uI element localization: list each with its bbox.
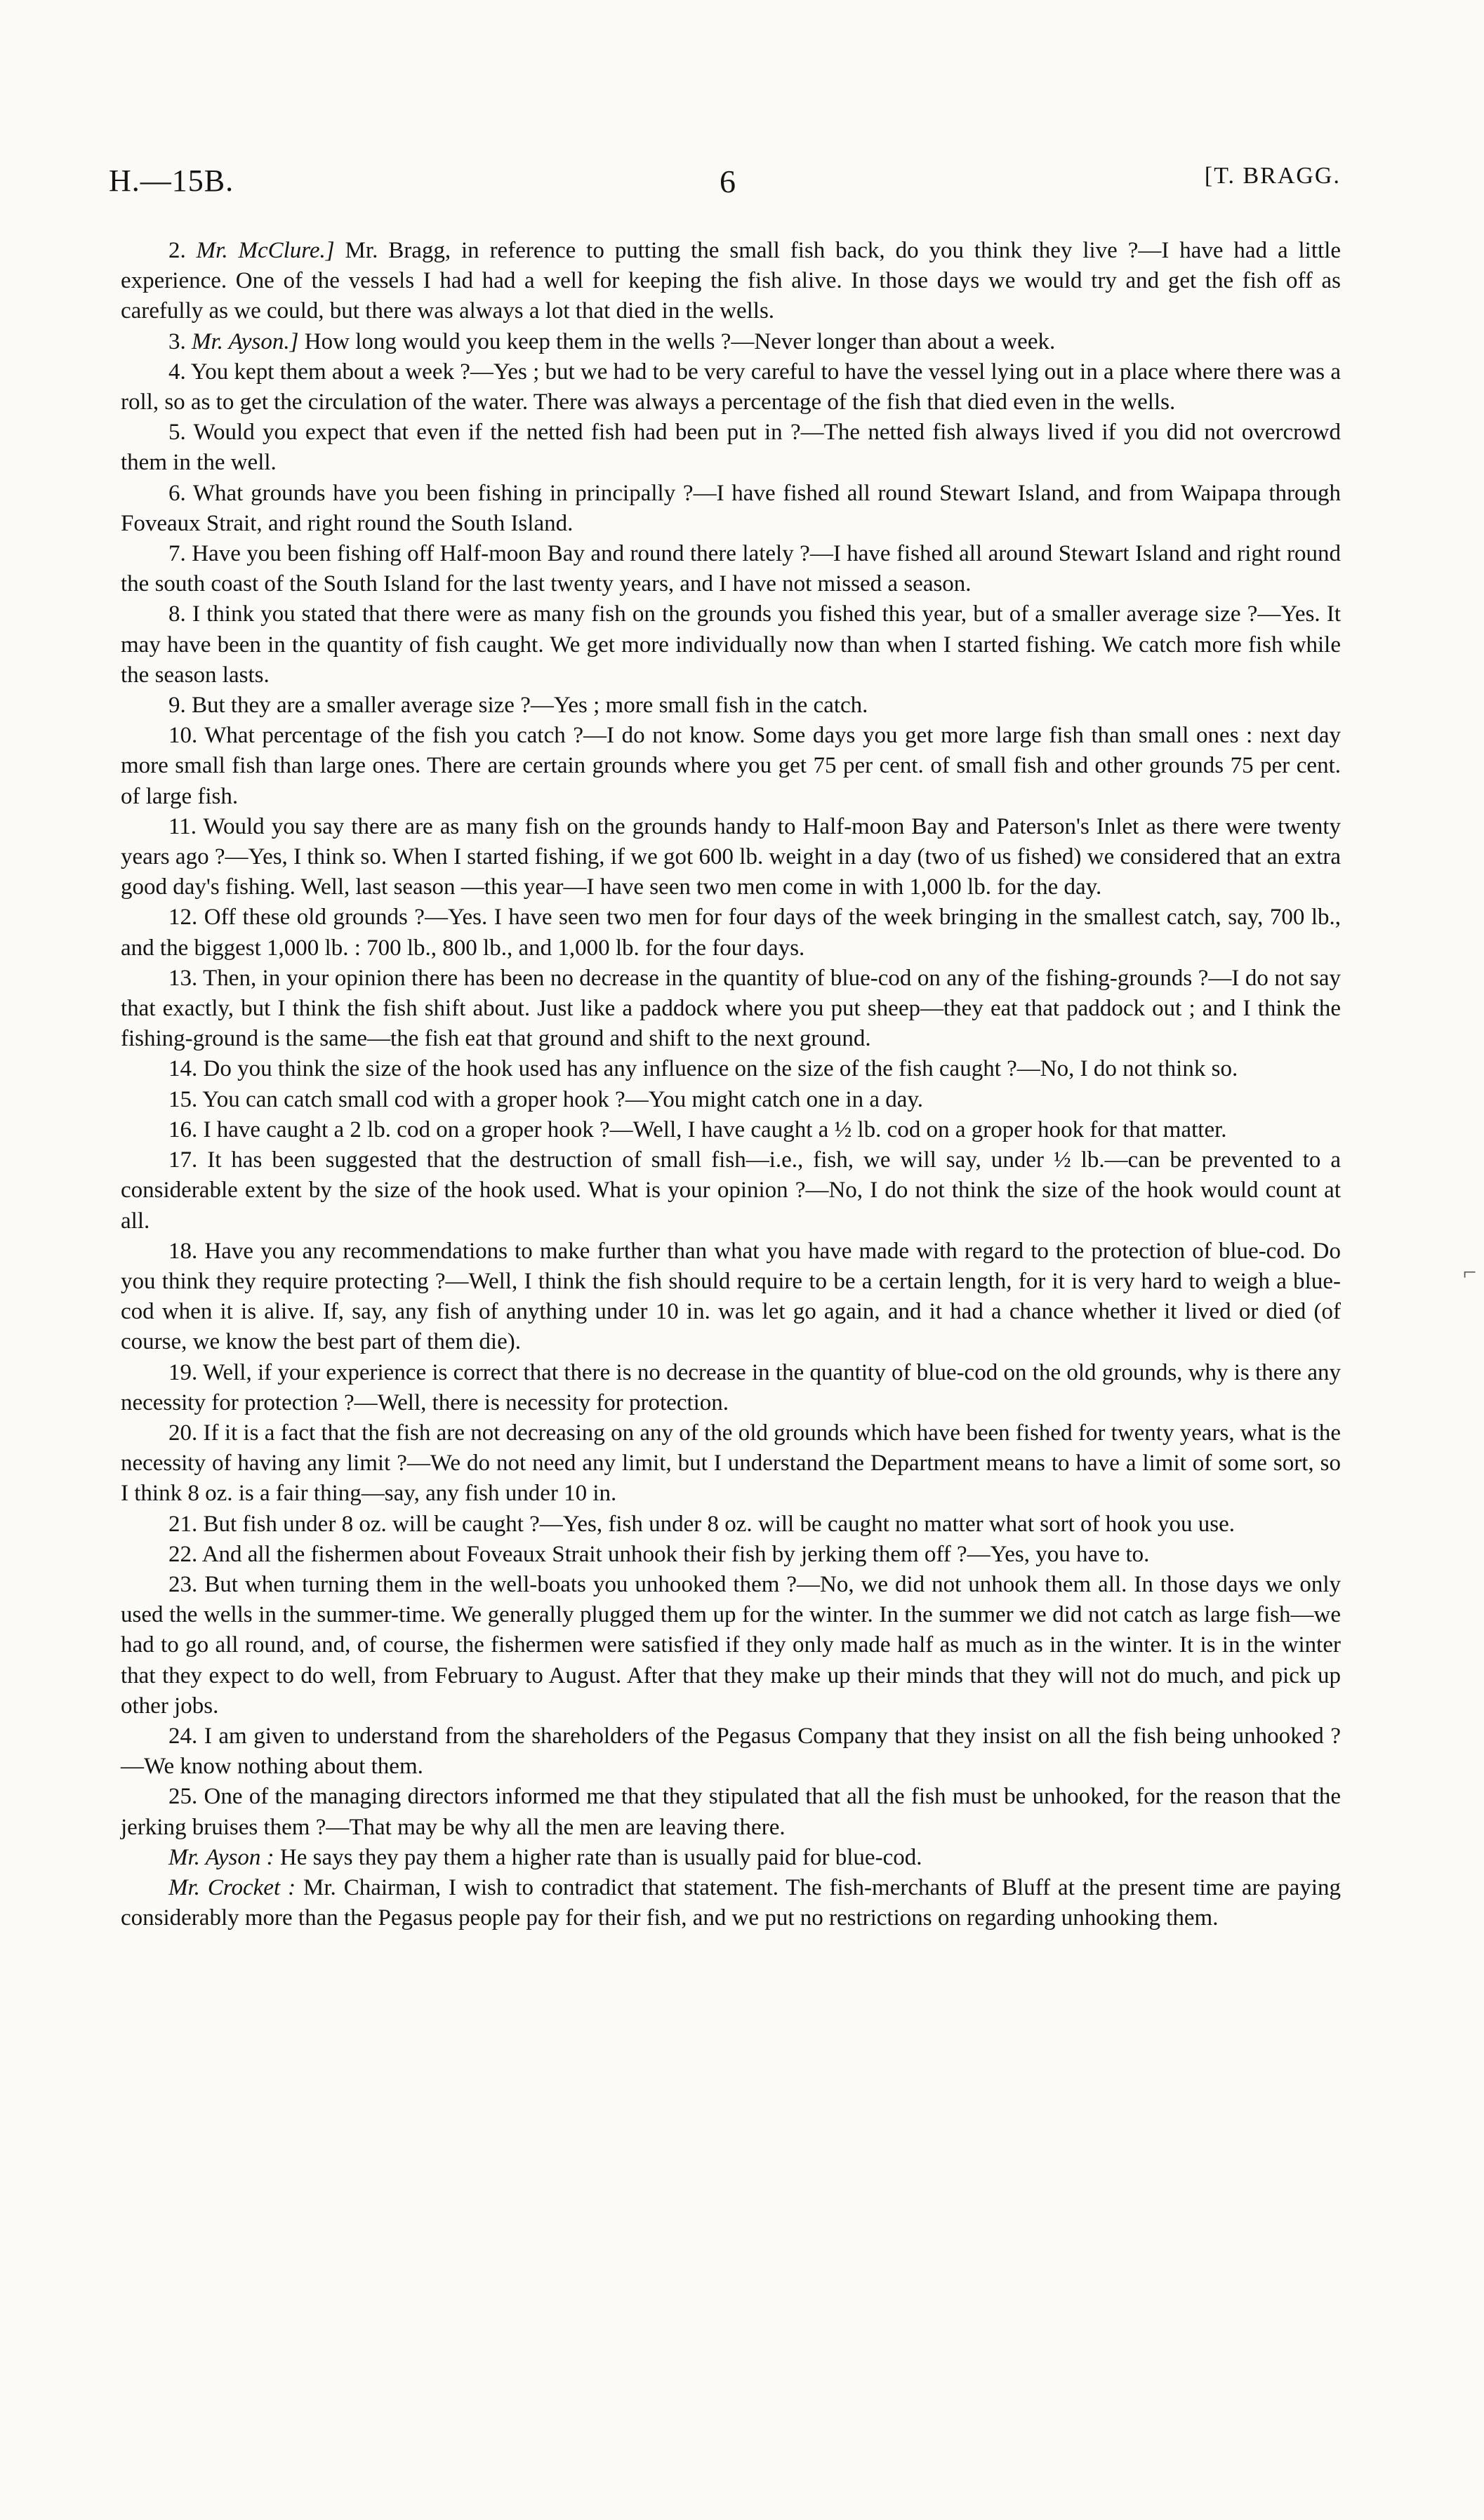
transcript-paragraph bbox=[121, 1721, 1341, 1782]
question-number: 11. bbox=[168, 813, 204, 839]
transcript-paragraph bbox=[121, 1782, 1341, 1842]
paragraph-text: But they are a smaller average size ?—Yes ; more small fish in the catch. bbox=[192, 693, 868, 719]
speaker-name: Mr. Ayson.] bbox=[192, 328, 299, 354]
paragraph-text: Would you say there are as many fish on the grounds handy to Half-moon Bay and Paterson's Inlet as there were twenty years ago ?—Yes, I think so. When I started fishing, if we got 600 lb. weight in a day (two of us fished) we considered that an extra good day's fishing. Well, last season —this year—I have seen two men come in with 1,000 lb. for the day. bbox=[121, 813, 1341, 900]
paragraph-text: Then, in your opinion there has been no decrease in the quantity of blue-cod on any of the fishing-grounds ?—I do not say that exactly, but I think the fish shift about. Just like a paddock where you put sheep—they eat that paddock out ; and I think the fishing-ground is the same—the fish eat that ground and shift to the next ground. bbox=[121, 965, 1341, 1052]
paragraph-text: Do you think the size of the hook used has any influence on the size of the fish caught ?—No, I do not think so. bbox=[203, 1056, 1238, 1082]
transcript-paragraph bbox=[121, 902, 1341, 963]
transcript-paragraph bbox=[121, 964, 1341, 1055]
question-number: 2. bbox=[168, 238, 197, 263]
transcript-paragraph bbox=[121, 1418, 1341, 1509]
speaker-name: Mr. McClure.] bbox=[196, 238, 335, 263]
transcript-paragraph bbox=[121, 1358, 1341, 1418]
question-number: 8. bbox=[168, 601, 192, 627]
question-number: 15. bbox=[168, 1086, 203, 1112]
transcript-paragraph bbox=[121, 1843, 1341, 1873]
question-number: 4. bbox=[168, 359, 191, 385]
transcript-paragraph bbox=[121, 812, 1341, 903]
question-number: 12. bbox=[168, 905, 204, 931]
paragraph-text: Well, if your experience is correct that there is no decrease in the quantity of blue-cod on the old grounds, why is there any necessity for protection ?—Well, there is necessity for protection. bbox=[121, 1359, 1341, 1415]
paragraph-text: What grounds have you been fishing in principally ?—I have fished all round Stewart Island, and from Waipapa through Foveaux Strait, and right round the South Island. bbox=[121, 480, 1341, 536]
question-number: 20. bbox=[168, 1420, 204, 1446]
paragraph-text: Have you any recommendations to make further than what you have made with regard to the protection of blue-cod. Do you think they require protecting ?—Well, I think the fish should require to be a certain length, for it is very hard to weigh a blue-cod when it is alive. If, say, any fish of anything under 10 in. was let go again, and it had a chance whether it lived or died (of course, we know the best part of them die). bbox=[121, 1238, 1341, 1355]
paragraph-text: You kept them about a week ?—Yes ; but we had to be very careful to have the vessel lying out in a place where there was a roll, so as to get the circulation of the water. There was always a percentage of the fish that died even in the wells. bbox=[121, 359, 1341, 415]
transcript-body bbox=[121, 236, 1341, 1933]
paragraph-text: If it is a fact that the fish are not decreasing on any of the old grounds which have been fished for twenty years, what is the necessity of having any limit ?—We do not need any limit, but I understand the Department means to have a limit of some sort, so I think 8 oz. is a fair thing—say, any fish under 10 in. bbox=[121, 1420, 1341, 1507]
transcript-paragraph bbox=[121, 479, 1341, 539]
paragraph-text: How long would you keep them in the wells ?—Never longer than about a week. bbox=[298, 328, 1056, 354]
transcript-paragraph bbox=[121, 721, 1341, 812]
transcript-paragraph bbox=[121, 1054, 1341, 1084]
speaker-name: Mr. Crocket : bbox=[168, 1874, 296, 1900]
transcript-paragraph bbox=[121, 327, 1341, 357]
question-number: 7. bbox=[168, 541, 192, 567]
question-number: 16. bbox=[168, 1116, 204, 1142]
transcript-paragraph bbox=[121, 1145, 1341, 1236]
question-number: 23. bbox=[168, 1571, 205, 1597]
page-number: 6 bbox=[720, 164, 736, 199]
question-number: 17. bbox=[168, 1147, 208, 1173]
question-number: 3. bbox=[168, 328, 192, 354]
transcript-paragraph bbox=[121, 418, 1341, 478]
paragraph-text: Would you expect that even if the netted fish had been put in ?—The netted fish always lived if you did not overcrowd them in the well. bbox=[121, 420, 1341, 476]
question-number: 22. bbox=[168, 1541, 202, 1567]
paragraph-text: It has been suggested that the destruction of small fish—i.e., fish, we will say, under ½ lb.—can be prevented to a considerable extent by the size of the hook used. What is your opinion ?—No, I do not think the size of the hook would count at all. bbox=[121, 1147, 1341, 1234]
margin-mark: ⌐ bbox=[1463, 1260, 1477, 1286]
paragraph-text: I think you stated that there were as many fish on the grounds you fished this year, but of a smaller average size ?—Yes. It may have been in the quantity of fish caught. We get more individually now than when I started fishing. We catch more fish while the season lasts. bbox=[121, 601, 1341, 688]
paragraph-text: Mr. Bragg, in reference to putting the small fish back, do you think they live ?—I have had a little experience. One of the vessels I had had a well for keeping the fish alive. In those days we would try and get the fish off as carefully as we could, but there was always a lot that died in the wells. bbox=[121, 238, 1341, 324]
paragraph-text: But when turning them in the well-boats you unhooked them ?—No, we did not unhook them all. In those days we only used the wells in the summer-time. We generally plugged them up for the winter. In the summer we did not catch as large fish—we had to go all round, and, of course, the fishermen were satisfied if they only made half as much as in the winter. It is in the winter that they expect to do well, from February to August. After that they make up their minds that they will not do much, and pick up other jobs. bbox=[121, 1571, 1341, 1719]
question-number: 10. bbox=[168, 723, 205, 749]
paragraph-text: And all the fishermen about Foveaux Strait unhook their fish by jerking them off ?—Yes, you have to. bbox=[201, 1541, 1150, 1567]
question-number: 9. bbox=[168, 693, 192, 719]
question-number: 18. bbox=[168, 1238, 205, 1264]
transcript-paragraph bbox=[121, 599, 1341, 691]
report-code: H.—15B. bbox=[109, 164, 234, 198]
question-number: 24. bbox=[168, 1723, 204, 1749]
transcript-paragraph bbox=[121, 539, 1341, 599]
question-number: 13. bbox=[168, 965, 204, 991]
page-header bbox=[109, 163, 1341, 205]
question-number: 21. bbox=[168, 1511, 204, 1537]
transcript-paragraph bbox=[121, 357, 1341, 418]
paragraph-text: Have you been fishing off Half-moon Bay and round there lately ?—I have fished all around Stewart Island and right round the south coast of the South Island for the last twenty years, and I have not missed a season. bbox=[121, 541, 1341, 597]
paragraph-text: I have caught a 2 lb. cod on a groper hook ?—Well, I have caught a ½ lb. cod on a groper hook for that matter. bbox=[203, 1116, 1227, 1142]
paragraph-text: I am given to understand from the shareholders of the Pegasus Company that they insist on all the fish being unhooked ?—We know nothing about them. bbox=[121, 1723, 1341, 1780]
question-number: 6. bbox=[168, 480, 193, 506]
paragraph-text: But fish under 8 oz. will be caught ?—Yes, fish under 8 oz. will be caught no matter what sort of hook you use. bbox=[203, 1511, 1235, 1537]
question-number: 14. bbox=[168, 1056, 204, 1082]
transcript-paragraph bbox=[121, 236, 1341, 327]
question-number: 25. bbox=[168, 1784, 204, 1810]
paragraph-text: You can catch small cod with a groper hook ?—You might catch one in a day. bbox=[202, 1086, 924, 1112]
question-number: 5. bbox=[168, 420, 194, 446]
transcript-paragraph bbox=[121, 1085, 1341, 1115]
transcript-paragraph bbox=[121, 1236, 1341, 1358]
paragraph-text: Mr. Chairman, I wish to contradict that statement. The fish-merchants of Bluff at the present time are paying considerably more than the Pegasus people pay for their fish, and we put no restrictions on regarding unhooking them. bbox=[121, 1874, 1341, 1931]
transcript-paragraph bbox=[121, 1115, 1341, 1145]
transcript-paragraph bbox=[121, 1540, 1341, 1570]
speaker-name: Mr. Ayson : bbox=[168, 1844, 274, 1870]
paragraph-text: Off these old grounds ?—Yes. I have seen two men for four days of the week bringing in the smallest catch, say, 700 lb., and the biggest 1,000 lb. : 700 lb., 800 lb., and 1,000 lb. for the four days. bbox=[121, 905, 1341, 961]
transcript-paragraph bbox=[121, 691, 1341, 721]
transcript-paragraph bbox=[121, 1509, 1341, 1540]
transcript-paragraph bbox=[121, 1570, 1341, 1721]
paragraph-text: One of the managing directors informed me that they stipulated that all the fish must be unhooked, for the reason that the jerking bruises them ?—That may be why all the men are leaving there. bbox=[121, 1784, 1341, 1840]
question-number: 19. bbox=[168, 1359, 203, 1385]
paragraph-text: He says they pay them a higher rate than is usually paid for blue-cod. bbox=[274, 1844, 922, 1870]
paragraph-text: What percentage of the fish you catch ?—I do not know. Some days you get more large fish than small ones : next day more small fish than large ones. There are certain grounds where you get 75 per cent. of small fish and other grounds 75 per cent. of large fish. bbox=[121, 723, 1341, 809]
witness-name: [T. BRAGG. bbox=[1204, 163, 1341, 189]
transcript-paragraph bbox=[121, 1873, 1341, 1933]
